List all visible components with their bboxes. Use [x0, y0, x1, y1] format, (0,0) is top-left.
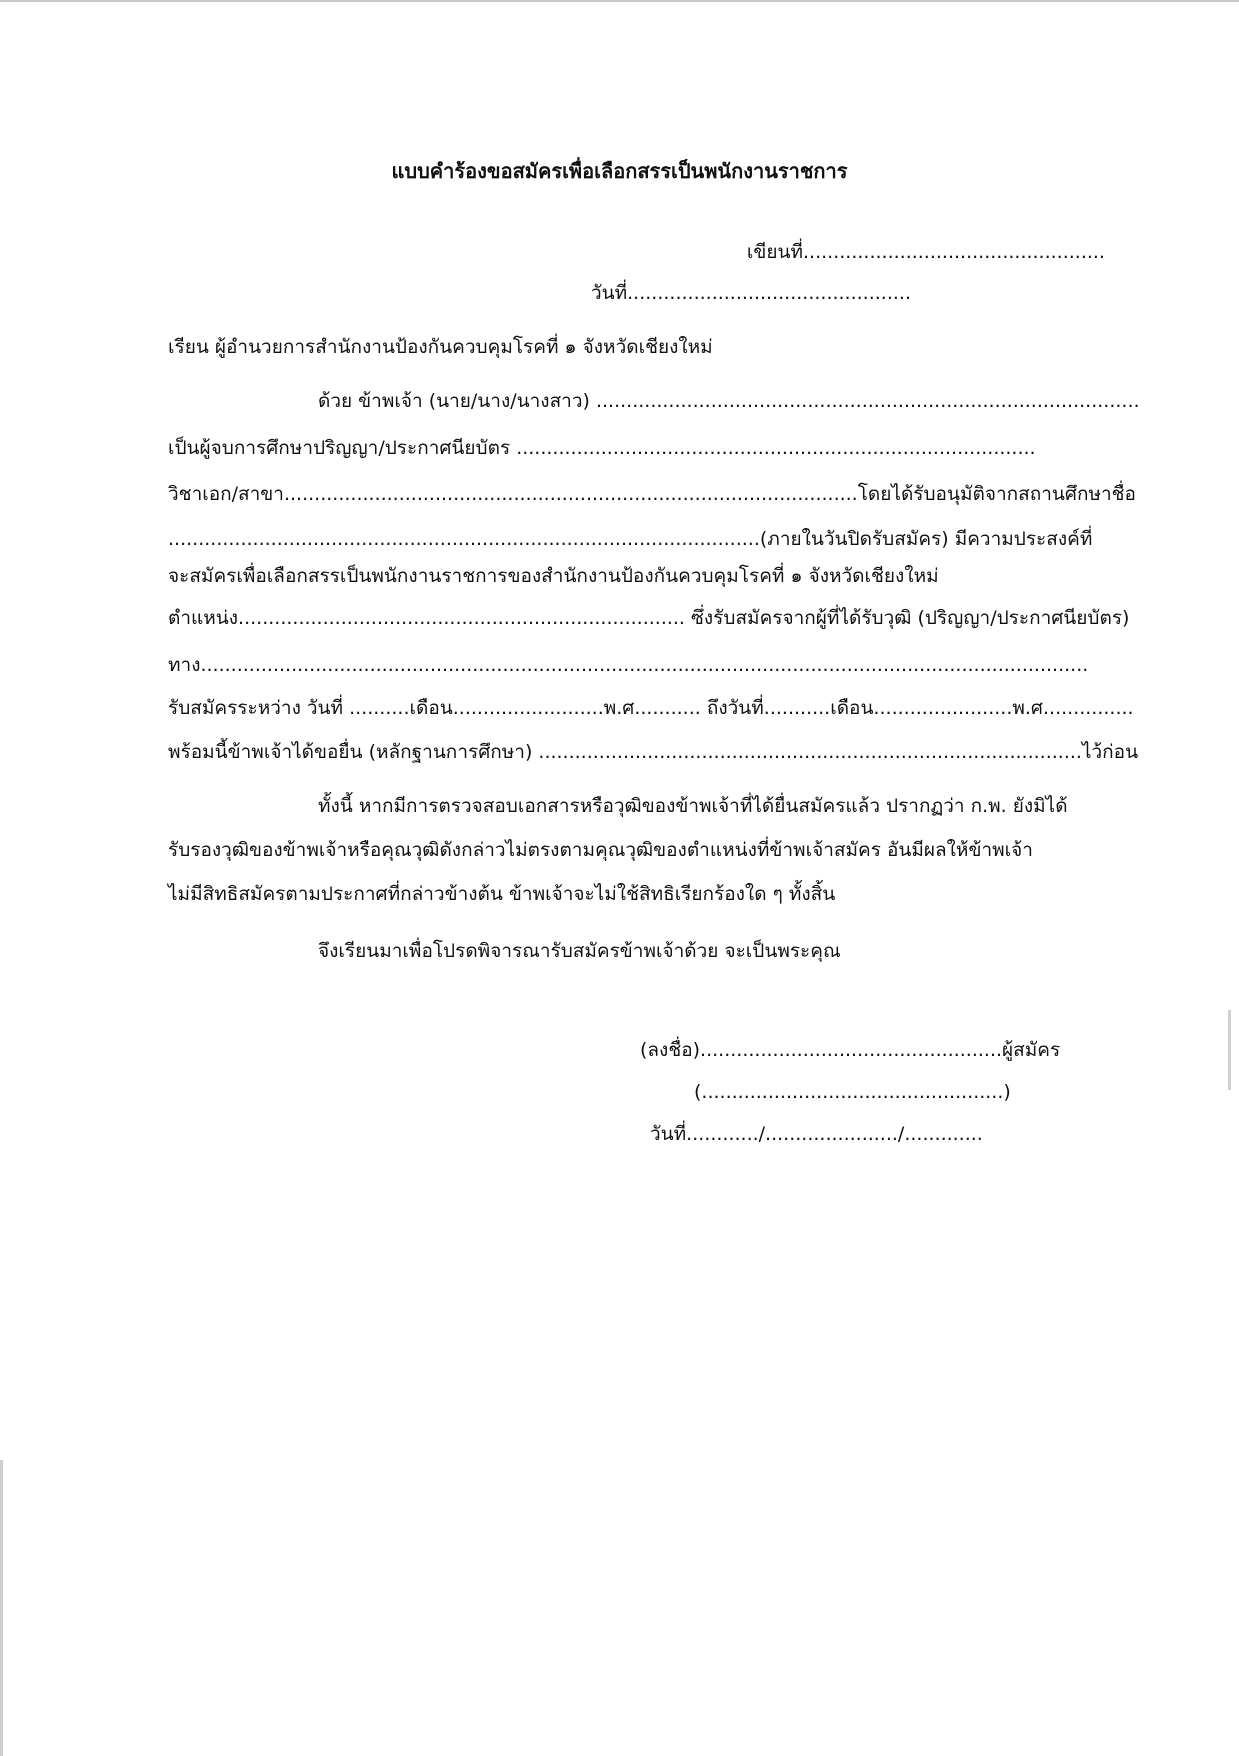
- paragraph2-line-3: ไม่มีสิทธิสมัครตามประกาศที่กล่าวข้างต้น ข้าพเจ้าจะไม่ใช้สิทธิเรียกร้องใด ๆ ทั้งสิ้น: [168, 883, 836, 905]
- body-line-6: ตำแหน่ง.......................................................................... ซึ่งรับสมัครจากผู้ที่ได้รับวุฒิ (ปริญญา/ประกาศนียบัตร): [168, 607, 1130, 629]
- body-line-8: รับสมัครระหว่าง วันที่ ..........เดือน.........................พ.ศ........... ถึงวันที่...........เดือน.......................พ.ศ...............: [168, 697, 1134, 719]
- body-line-2: เป็นผู้จบการศึกษาปริญญา/ประกาศนียบัตร ......................................................................................: [168, 437, 1036, 459]
- document-title: แบบคำร้องขอสมัครเพื่อเลือกสรรเป็นพนักงานราชการ: [391, 159, 848, 183]
- body-line-7: ทาง...................................................................................................................................................: [168, 654, 1089, 676]
- scan-edge-top: [0, 0, 1239, 2]
- body-line-1: ด้วย ข้าพเจ้า (นาย/นาง/นางสาว) ..........................................................................................: [318, 390, 1140, 412]
- body-line-3: วิชาเอก/สาขา...............................................................................................โดยได้รับอนุมัติจากสถานศึกษาชื่อ: [168, 483, 1136, 505]
- date-line: วันที่...............................................: [590, 282, 911, 304]
- body-line-5: จะสมัครเพื่อเลือกสรรเป็นพนักงานราชการของสำนักงานป้องกันควบคุมโรคที่ ๑ จังหวัดเชียงใหม่: [168, 565, 939, 587]
- scan-edge-right: [1228, 1010, 1231, 1090]
- paragraph2-line-2: รับรองวุฒิของข้าพเจ้าหรือคุณวุฒิดังกล่าวไม่ตรงตามคุณวุฒิของตำแหน่งที่ข้าพเจ้าสมัคร อันมีผลให้ข้าพเจ้า: [168, 839, 1033, 861]
- signature-name-line: (..................................................): [694, 1081, 1011, 1103]
- paragraph2-line-1: ทั้งนี้ หากมีการตรวจสอบเอกสารหรือวุฒิของข้าพเจ้าที่ได้ยื่นสมัครแล้ว ปรากฏว่า ก.พ. ยังมิได้: [318, 795, 1068, 817]
- body-line-9: พร้อมนี้ข้าพเจ้าได้ขอยื่น (หลักฐานการศึกษา) ..........................................................................................ไว้ก่อน: [168, 741, 1139, 763]
- body-line-4: ..................................................................................................(ภายในวันปิดรับสมัคร) มีความประสงค์ที่: [168, 528, 1093, 550]
- salutation-line: เรียน ผู้อำนวยการสำนักงานป้องกันควบคุมโรคที่ ๑ จังหวัดเชียงใหม่: [168, 336, 713, 358]
- signature-line: (ลงชื่อ)..................................................ผู้สมัคร: [640, 1039, 1061, 1061]
- signature-date-line: วันที่............/....................../.............: [650, 1123, 983, 1145]
- written-at-line: เขียนที่..................................................: [746, 241, 1105, 263]
- scan-edge-left: [0, 1460, 3, 1756]
- closing-line: จึงเรียนมาเพื่อโปรดพิจารณารับสมัครข้าพเจ้าด้วย จะเป็นพระคุณ: [318, 940, 841, 962]
